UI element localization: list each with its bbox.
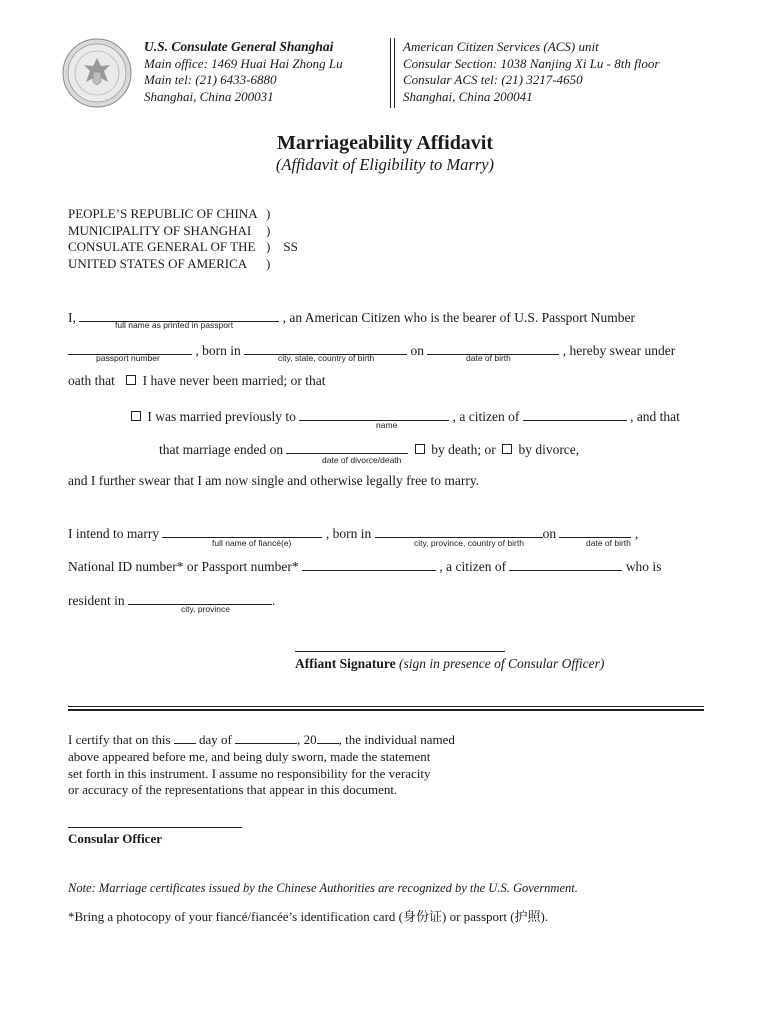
on-text: on <box>410 343 424 358</box>
certify-day-field[interactable] <box>174 731 196 744</box>
header-right-line1: American Citizen Services (ACS) unit <box>403 39 599 54</box>
citizen-of-text: , a citizen of <box>439 559 507 574</box>
header-divider-right <box>394 38 395 108</box>
hint-full-name: full name as printed in passport <box>115 320 234 330</box>
venue-parens <box>266 206 298 272</box>
divorce-date-field[interactable] <box>286 439 408 454</box>
hint-name: name <box>376 420 398 430</box>
certify-line-3: set forth in this instrument. I assume no responsibility for the veracity <box>68 765 431 781</box>
national-id-text: National ID number* or Passport number* <box>68 559 299 574</box>
header-left <box>144 39 343 105</box>
hint-birthplace: city, state, country of birth <box>278 353 375 363</box>
paren: ) <box>266 222 271 238</box>
on-text: on <box>542 526 557 541</box>
ss-label: SS <box>283 239 298 254</box>
resident-in-text: resident in <box>68 593 125 608</box>
header-left-line1: Main office: 1469 Huai Hai Zhong Lu <box>144 55 343 71</box>
citizen-of-text: , a citizen of <box>452 409 520 424</box>
affiant-signature-line[interactable] <box>295 651 505 652</box>
fiance-birthplace-field[interactable] <box>375 523 543 538</box>
header-left-line3: Shanghai, China 200031 <box>144 88 274 104</box>
officer-signature-line[interactable] <box>68 827 242 828</box>
header-right-line4: Shanghai, China 200041 <box>403 88 533 104</box>
married-previously-text: I was married previously to <box>147 409 296 424</box>
resident-row <box>68 590 275 609</box>
never-married-checkbox[interactable] <box>126 375 136 385</box>
header-right-line3: Consular ACS tel: (21) 3217-4650 <box>403 72 583 87</box>
great-seal-icon <box>62 38 132 108</box>
free-to-marry-text: and I further swear that I am now single and otherwise legally free to marry. <box>68 473 480 488</box>
by-divorce-text: by divorce, <box>518 442 580 457</box>
header-left-line2: Main tel: (21) 6433-6880 <box>144 72 277 87</box>
fiance-birth-date-field[interactable] <box>559 523 631 538</box>
period: . <box>272 593 276 608</box>
separator-top <box>68 706 704 707</box>
header-divider-left <box>390 38 391 108</box>
header-right <box>403 39 659 105</box>
hint-fiance-dob: date of birth <box>586 538 631 548</box>
previous-spouse-citizenship-field[interactable] <box>523 406 627 421</box>
i-prefix: I, <box>68 310 76 325</box>
hint-dob: date of birth <box>466 353 511 363</box>
paren: ) <box>266 239 271 254</box>
certify-text-2: day of <box>199 732 232 747</box>
venue-line1: PEOPLE’S REPUBLIC OF CHINA <box>68 206 258 221</box>
note-bring-copy: *Bring a photocopy of your fiancé/fiancée’s identification card (身份证) or passport (护照). <box>68 909 549 924</box>
hint-divorce-date: date of divorce/death <box>322 455 402 465</box>
note-certificates: Note: Marriage certificates issued by the Chinese Authorities are recognized by the U.S. Government. <box>68 881 578 895</box>
by-death-checkbox[interactable] <box>415 444 425 454</box>
certify-month-field[interactable] <box>235 731 297 744</box>
hint-fiance-birthplace: city, province, country of birth <box>414 538 524 548</box>
certify-text-4: , the individual named <box>338 732 455 747</box>
officer-label: Consular Officer <box>68 831 162 846</box>
married-previously-row <box>128 406 680 425</box>
affiant-signature-caption <box>295 656 604 672</box>
consulate-title: U.S. Consulate General Shanghai <box>144 39 334 54</box>
hint-fiance-name: full name of fiancé(e) <box>212 538 292 548</box>
paren: ) <box>266 206 271 221</box>
and-that-text: , and that <box>630 409 680 424</box>
certify-year-field[interactable] <box>317 731 339 744</box>
previous-spouse-field[interactable] <box>299 406 449 421</box>
separator-bottom <box>68 709 704 711</box>
residence-field[interactable] <box>128 590 272 605</box>
intend-to-marry-row <box>68 523 638 542</box>
oath-that-text: oath that <box>68 373 115 388</box>
venue-line3: CONSULATE GENERAL OF THE <box>68 239 256 254</box>
certify-block <box>68 731 455 799</box>
page-subtitle: (Affidavit of Eligibility to Marry) <box>275 155 495 174</box>
venue-block <box>68 206 258 272</box>
header-right-line2: Consular Section: 1038 Nanjing Xi Lu - 8th floor <box>403 55 660 71</box>
hint-passport: passport number <box>96 353 160 363</box>
by-divorce-checkbox[interactable] <box>502 444 512 454</box>
hint-city: city, province <box>181 604 230 614</box>
intend-to-marry-text: I intend to marry <box>68 526 160 541</box>
page-title: Marriageability Affidavit <box>276 132 494 154</box>
national-id-field[interactable] <box>302 556 436 571</box>
certify-line-2: above appeared before me, and being duly sworn, made the statement <box>68 748 431 764</box>
fiance-name-field[interactable] <box>162 523 322 538</box>
affiant-signature-label: Affiant Signature <box>295 656 396 671</box>
swear-under-text: , hereby swear under <box>562 343 676 358</box>
venue-line2: MUNICIPALITY OF SHANGHAI <box>68 222 252 238</box>
comma: , <box>634 526 639 541</box>
born-in-text: , born in <box>195 343 241 358</box>
national-id-row <box>68 556 661 575</box>
affiant-signature-note: (sign in presence of Consular Officer) <box>399 656 605 671</box>
born-in-text: , born in <box>325 526 372 541</box>
venue-line4: UNITED STATES OF AMERICA <box>68 255 248 271</box>
certify-text-1: I certify that on this <box>68 732 171 747</box>
fiance-citizenship-field[interactable] <box>509 556 622 571</box>
married-previously-checkbox[interactable] <box>131 411 141 421</box>
oath-row <box>68 373 326 389</box>
marriage-ended-text: that marriage ended on <box>159 442 284 457</box>
certify-line-4: or accuracy of the representations that appear in this document. <box>68 782 398 798</box>
citizen-text: , an American Citizen who is the bearer of U.S. Passport Number <box>282 310 636 325</box>
by-death-text: by death; or <box>431 442 496 457</box>
never-married-text: I have never been married; or that <box>142 373 326 388</box>
who-is-text: who is <box>625 559 662 574</box>
paren: ) <box>266 255 271 271</box>
certify-text-3: , 20 <box>297 732 317 747</box>
